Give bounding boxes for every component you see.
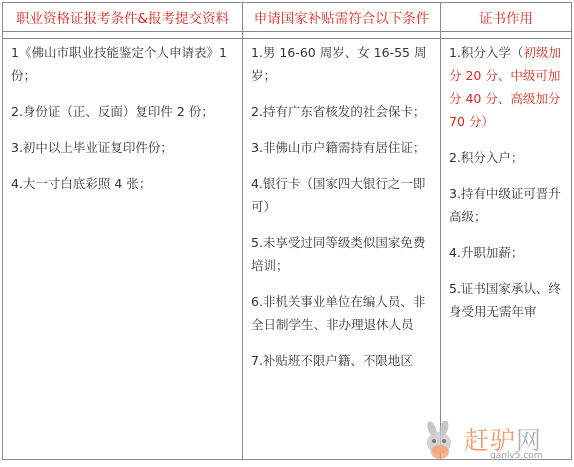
material-item: 3.初中以上毕业证复印件份； bbox=[11, 140, 173, 155]
condition-item: 7.补贴班不限户籍、不限地区 bbox=[251, 353, 413, 368]
material-item: 1《佛山市职业技能鉴定个人申请表》1份； bbox=[11, 45, 227, 83]
header-certificate-use: 证书作用 bbox=[441, 3, 572, 32]
material-item: 2.身份证（正、反面）复印件 2 份； bbox=[11, 104, 214, 119]
header-materials: 职业资格证报考条件&报考提交资料 bbox=[3, 3, 243, 32]
condition-item: 6.非机关事业单位在编人员、非全日制学生、非办理退休人员 bbox=[251, 294, 426, 332]
use-item: 2.积分入户； bbox=[449, 150, 524, 165]
bonus-points-text: 初级加分 20 分、中级可加分 40 分、高级加分 70 分） bbox=[449, 45, 561, 129]
use-item bbox=[449, 41, 567, 133]
header-subsidy-conditions: 申请国家补贴需符合以下条件 bbox=[243, 3, 441, 32]
use-item: 4.升职加薪； bbox=[449, 245, 524, 260]
donkey-head-logo-icon bbox=[420, 421, 460, 461]
spacer-row bbox=[3, 32, 572, 39]
condition-item: 3.非佛山市户籍需持有居住证； bbox=[251, 140, 426, 155]
watermark-brand: 赶驴网 bbox=[464, 426, 543, 455]
use-item: 5.证书国家承认、终身受用无需年审 bbox=[449, 281, 561, 319]
content-row bbox=[3, 39, 572, 460]
condition-item: 1.男 16-60 周岁、女 16-55 周岁； bbox=[251, 45, 427, 83]
condition-item: 4.银行卡（国家四大银行之一即可） bbox=[251, 176, 426, 214]
condition-item: 2.持有广东省核发的社会保卡； bbox=[251, 104, 426, 119]
material-item: 4.大一寸白底彩照 4 张； bbox=[11, 176, 152, 191]
use-item-prefix: 1.积分入学（ bbox=[449, 45, 524, 60]
condition-item: 5.未享受过同等级类似国家免费培训； bbox=[251, 235, 426, 273]
certificate-use-cell bbox=[441, 39, 572, 460]
use-item: 3.持有中级证可晋升高级； bbox=[449, 186, 561, 224]
watermark-url: ganlv5.com bbox=[490, 451, 543, 461]
materials-cell bbox=[3, 39, 243, 460]
watermark bbox=[420, 421, 570, 465]
header-row bbox=[3, 3, 572, 32]
subsidy-conditions-cell bbox=[243, 39, 441, 460]
info-table bbox=[2, 2, 572, 460]
